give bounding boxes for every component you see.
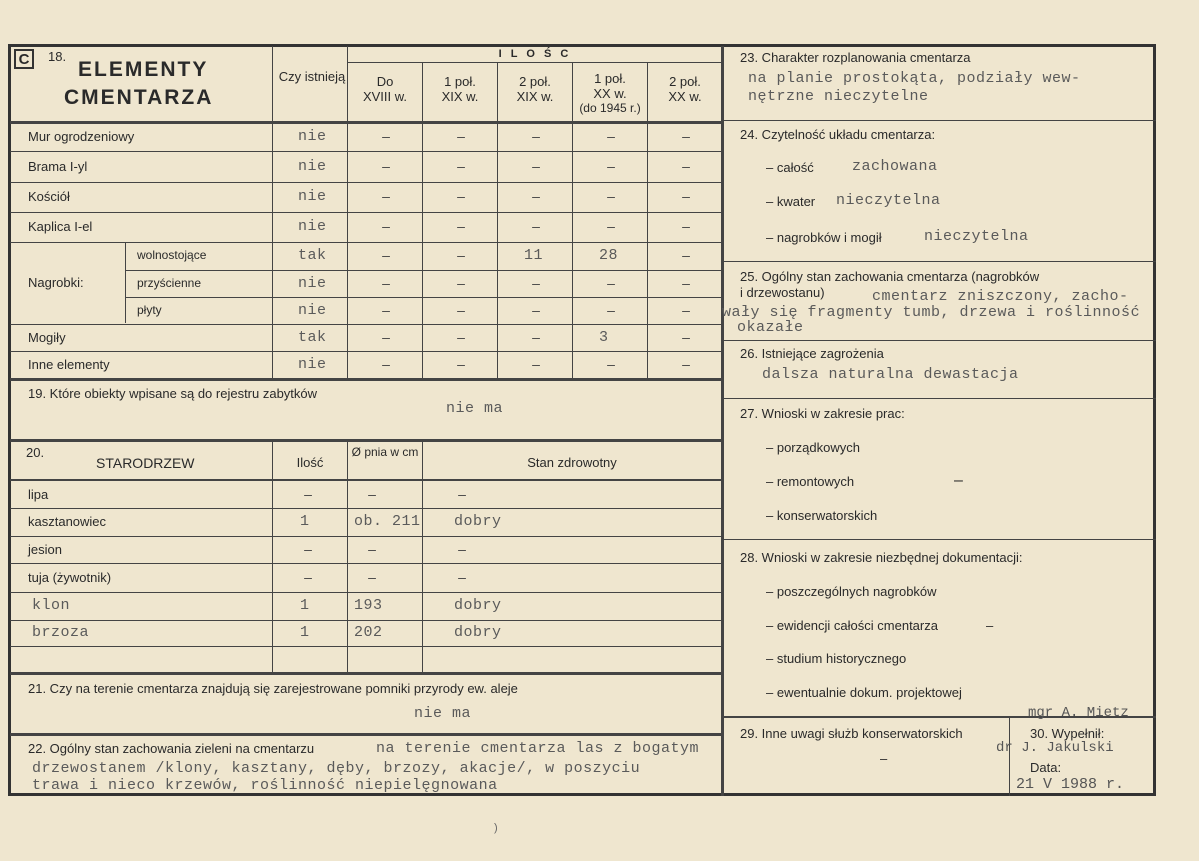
q26-answer: dalsza naturalna dewastacja: [762, 366, 1019, 383]
q20-col-qty: Ilość: [296, 455, 324, 470]
grid-line: [10, 563, 722, 564]
q30-date: 21 V 1988 r.: [1016, 776, 1125, 793]
element-count-cell: 3: [599, 329, 609, 346]
element-row-label: Mogiły: [28, 330, 66, 345]
element-count-cell: –: [607, 128, 615, 144]
q28-item-2: – ewidencji całości cmentarza: [766, 618, 938, 633]
section-number: 18.: [48, 49, 67, 64]
element-exists: nie: [298, 275, 327, 292]
q25-line3: okazałe: [737, 319, 804, 336]
q24-item-1-value: zachowana: [852, 158, 938, 175]
element-row-label: przyścienne: [137, 276, 202, 290]
tree-name: brzoza: [32, 624, 90, 641]
period-header-line: XIX w.: [516, 88, 554, 104]
element-count-cell: –: [457, 302, 465, 318]
tree-qty-cell: 1: [300, 597, 310, 614]
element-count-cell: –: [382, 302, 390, 318]
q22-line2: drzewostanem /klony, kasztany, dęby, brzozy, akacje/, w poszyciu: [32, 760, 641, 777]
element-count-cell: –: [532, 188, 540, 204]
grid-line: [347, 62, 722, 63]
grid-line: [10, 536, 722, 537]
element-count-cell: –: [382, 128, 390, 144]
tree-diam-cell: ob. 211: [354, 513, 421, 530]
q24-item-3-label: – nagrobków i mogił: [766, 230, 882, 245]
grid-line: [10, 672, 722, 675]
q23-line2: nętrzne nieczytelne: [748, 88, 929, 105]
element-count-cell: –: [607, 275, 615, 291]
element-count-cell: –: [682, 247, 690, 263]
grid-line: [10, 242, 722, 243]
grid-line: [721, 46, 724, 796]
element-count-cell: –: [382, 356, 390, 372]
q28-item-1: – poszczególnych nagrobków: [766, 584, 937, 599]
tree-name: klon: [32, 597, 71, 614]
tree-diam-cell: –: [368, 541, 376, 557]
grid-line: [10, 182, 722, 183]
grid-line: [722, 539, 1156, 540]
period-header-line: 1 poł.: [594, 71, 626, 86]
element-count-cell: –: [532, 275, 540, 291]
q30-date-label: Data:: [1030, 760, 1062, 775]
element-count-cell: –: [607, 158, 615, 174]
q23-label: 23. Charakter rozplanowania cmentarza: [740, 50, 971, 65]
element-count-cell: 28: [599, 247, 619, 264]
q24-item-3-value: nieczytelna: [924, 228, 1029, 245]
element-count-cell: –: [682, 329, 690, 345]
period-header-line: XIX w.: [441, 88, 479, 104]
element-exists: nie: [298, 158, 327, 175]
q30-label: 30. Wypełnił:: [1030, 726, 1105, 741]
tree-qty-cell: 1: [300, 624, 310, 641]
q20-col-diam: Ø pnia w cm: [351, 445, 419, 459]
element-count-cell: –: [607, 188, 615, 204]
period-header-line: XX w.: [668, 88, 702, 104]
period-header-line: 2 poł.: [669, 74, 701, 89]
q29-answer: –: [880, 751, 888, 766]
period-header-line: (do 1945 r.): [579, 100, 641, 115]
element-count-cell: –: [457, 158, 465, 174]
q27-label: 27. Wnioski w zakresie prac:: [740, 406, 905, 421]
q22-label: 22. Ogólny stan zachowania zieleni na cmentarzu: [28, 741, 315, 756]
grid-line: [10, 351, 722, 352]
section-title-line1: ELEMENTY: [78, 58, 209, 81]
element-count-cell: –: [382, 329, 390, 345]
element-row-label: Brama I-yl: [28, 159, 88, 174]
tree-state-cell: –: [458, 569, 466, 585]
grid-line: [10, 646, 722, 647]
tree-state-cell: dobry: [454, 624, 502, 641]
q22-line3: trawa i nieco krzewów, roślinność niepielęgnowana: [32, 777, 498, 794]
element-count-cell: 11: [524, 247, 544, 264]
grid-line: [647, 62, 648, 378]
element-count-cell: –: [457, 218, 465, 234]
element-count-cell: –: [607, 218, 615, 234]
tree-diam-cell: –: [368, 569, 376, 585]
grid-line: [722, 340, 1156, 341]
q29-label: 29. Inne uwagi służb konserwatorskich: [740, 726, 963, 741]
tree-name: tuja (żywotnik): [28, 570, 112, 585]
period-header-line: XVIII w.: [362, 88, 408, 104]
tree-name: kasztanowiec: [28, 514, 107, 529]
q24-item-2-value: nieczytelna: [836, 192, 941, 209]
q28-mark: –: [986, 618, 994, 633]
element-exists: nie: [298, 188, 327, 205]
q27-mark: –: [954, 472, 963, 489]
grid-line: [10, 121, 722, 124]
element-exists: nie: [298, 128, 327, 145]
grid-line: [722, 120, 1156, 121]
tree-qty-cell: 1: [300, 513, 310, 530]
element-row-label: wolnostojące: [137, 248, 207, 262]
grid-line: [10, 620, 722, 621]
element-count-cell: –: [382, 188, 390, 204]
q19-label: 19. Które obiekty wpisane są do rejestru zabytków: [28, 386, 318, 401]
tree-name: lipa: [28, 487, 49, 502]
q30-author-1: mgr A. Mietz: [1028, 705, 1129, 721]
q27-item-1: – porządkowych: [766, 440, 860, 455]
grid-line: [722, 261, 1156, 262]
section-letter: C: [14, 49, 34, 69]
period-header-line: XX w.: [593, 85, 627, 101]
q20-col-state: Stan zdrowotny: [527, 455, 617, 470]
q28-item-4: – ewentualnie dokum. projektowej: [766, 685, 962, 700]
element-row-label: Kaplica I-el: [28, 219, 93, 234]
q28-item-3: – studium historycznego: [766, 651, 907, 666]
ilosc-header: I L O Ś C: [498, 48, 572, 60]
element-count-cell: –: [457, 188, 465, 204]
q30-author-2: dr J. Jakulski: [996, 740, 1114, 756]
tree-diam-cell: 193: [354, 597, 383, 614]
tree-state-cell: dobry: [454, 513, 502, 530]
element-count-cell: –: [382, 247, 390, 263]
element-count-cell: –: [532, 158, 540, 174]
element-exists: nie: [298, 302, 327, 319]
grid-line: [422, 62, 423, 378]
q27-item-3: – konserwatorskich: [766, 508, 878, 523]
element-count-cell: –: [532, 356, 540, 372]
section-title-line2: CMENTARZA: [64, 86, 214, 109]
period-header: [423, 75, 497, 105]
element-row-label: Mur ogrodzeniowy: [28, 129, 135, 144]
element-count-cell: –: [457, 128, 465, 144]
stray-mark: ): [494, 822, 498, 834]
element-count-cell: –: [457, 356, 465, 372]
element-count-cell: –: [532, 302, 540, 318]
tree-qty-cell: –: [304, 541, 312, 557]
tree-qty-cell: –: [304, 486, 312, 502]
q23-line1: na planie prostokąta, podziały wew-: [748, 70, 1081, 87]
q27-item-2: – remontowych: [766, 474, 855, 489]
element-count-cell: –: [532, 329, 540, 345]
grid-line: [125, 242, 126, 323]
grid-line: [10, 592, 722, 593]
element-count-cell: –: [682, 356, 690, 372]
grid-line: [347, 440, 348, 672]
element-row-label: Kościół: [28, 189, 70, 204]
period-header: [573, 72, 647, 116]
element-exists: tak: [298, 247, 327, 264]
element-count-cell: –: [607, 356, 615, 372]
tree-diam-cell: 202: [354, 624, 383, 641]
tree-state-cell: dobry: [454, 597, 502, 614]
grid-line: [10, 508, 722, 509]
grid-line: [572, 62, 573, 378]
element-count-cell: –: [532, 128, 540, 144]
q25-line1: cmentarz zniszczony, zacho-: [872, 288, 1129, 305]
element-count-cell: –: [532, 218, 540, 234]
q21-label: 21. Czy na terenie cmentarza znajdują się zarejestrowane pomniki przyrody ew. aleje: [28, 681, 518, 696]
grid-line: [10, 439, 722, 442]
period-header: [348, 75, 422, 105]
element-count-cell: –: [682, 275, 690, 291]
element-count-cell: –: [682, 128, 690, 144]
q21-answer: nie ma: [414, 705, 472, 722]
q22-line1: na terenie cmentarza las z bogatym: [376, 740, 700, 757]
element-count-cell: –: [382, 158, 390, 174]
q24-label: 24. Czytelność układu cmentarza:: [740, 127, 936, 142]
element-count-cell: –: [682, 158, 690, 174]
q20-number: 20.: [26, 445, 45, 460]
nagrobki-label: Nagrobki:: [28, 275, 84, 290]
grid-line: [1009, 716, 1010, 796]
element-count-cell: –: [457, 275, 465, 291]
tree-qty-cell: –: [304, 569, 312, 585]
q25-label-2: i drzewostanu): [740, 285, 825, 300]
grid-line: [125, 270, 722, 271]
q25-line2: wały się fragmenty tumb, drzewa i roślinność: [722, 304, 1141, 321]
element-row-label: Inne elementy: [28, 357, 110, 372]
tree-name: jesion: [28, 542, 62, 557]
grid-line: [10, 378, 722, 381]
element-count-cell: –: [682, 302, 690, 318]
grid-line: [10, 479, 722, 481]
grid-line: [125, 297, 722, 298]
q26-label: 26. Istniejące zagrożenia: [740, 346, 884, 361]
element-exists: nie: [298, 218, 327, 235]
element-count-cell: –: [682, 218, 690, 234]
q20-title: STARODRZEW: [96, 455, 195, 471]
grid-line: [10, 733, 722, 736]
period-header: [648, 75, 722, 105]
col-exists-header: Czy istnieją: [278, 69, 346, 84]
element-count-cell: –: [382, 275, 390, 291]
q24-item-2-label: – kwater: [766, 194, 816, 209]
period-header-line: 2 poł.: [519, 74, 551, 89]
tree-state-cell: –: [458, 541, 466, 557]
element-exists: tak: [298, 329, 327, 346]
element-exists: nie: [298, 356, 327, 373]
grid-line: [272, 440, 273, 672]
grid-line: [10, 324, 722, 325]
grid-line: [10, 212, 722, 213]
grid-line: [722, 398, 1156, 399]
period-header-line: Do: [376, 74, 394, 89]
tree-diam-cell: –: [368, 486, 376, 502]
element-count-cell: –: [457, 247, 465, 263]
tree-state-cell: –: [458, 486, 466, 502]
q25-label-1: 25. Ogólny stan zachowania cmentarza (nagrobków: [740, 269, 1040, 284]
element-row-label: płyty: [137, 303, 162, 317]
q19-answer: nie ma: [446, 400, 504, 417]
q24-item-1-label: – całość: [766, 160, 814, 175]
element-count-cell: –: [682, 188, 690, 204]
grid-line: [10, 151, 722, 152]
period-header-line: 1 poł.: [444, 74, 476, 89]
q28-label: 28. Wnioski w zakresie niezbędnej dokumentacji:: [740, 550, 1023, 565]
element-count-cell: –: [382, 218, 390, 234]
grid-line: [422, 440, 423, 672]
element-count-cell: –: [607, 302, 615, 318]
grid-line: [497, 62, 498, 378]
element-count-cell: –: [457, 329, 465, 345]
period-header: [498, 75, 572, 105]
